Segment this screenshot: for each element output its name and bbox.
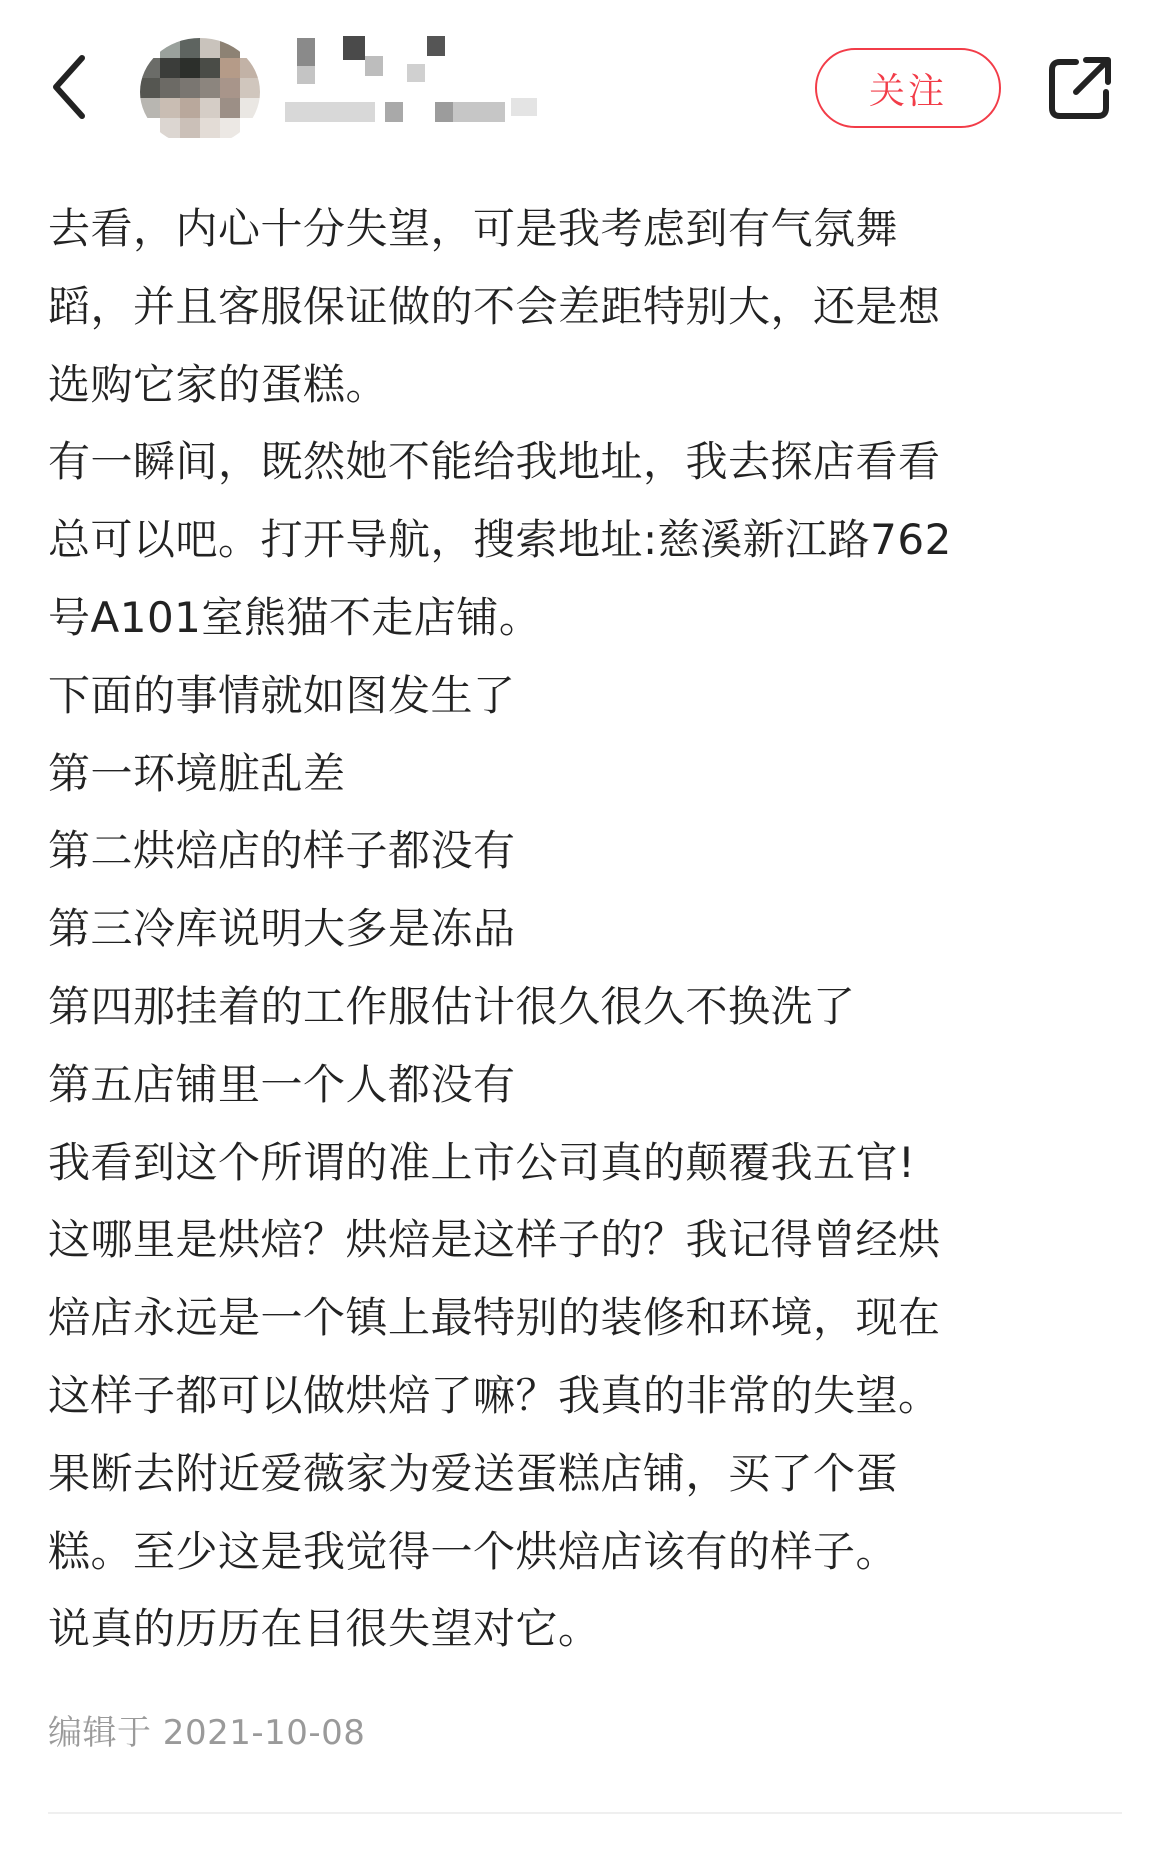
post-paragraph: 这哪里是烘焙？烘焙是这样子的？我记得曾经烘 焙店永远是一个镇上最特别的装修和环境，现在 这样子都可以做烘焙了嘛？我真的非常的失望。 — [48, 1215, 941, 1420]
author-avatar[interactable] — [140, 38, 260, 146]
edit-timestamp: 编辑于 2021-10-08 — [48, 1713, 366, 1753]
post-paragraph: 第四那挂着的工作服估计很久很久不换洗了 — [48, 981, 856, 1031]
post-paragraph: 下面的事情就如图发生了 — [48, 670, 516, 720]
back-button[interactable] — [48, 52, 96, 122]
post-paragraph: 第二烘焙店的样子都没有 — [48, 826, 516, 876]
post-paragraph: 第一环境脏乱差 — [48, 748, 346, 798]
post-paragraph: 第五店铺里一个人都没有 — [48, 1059, 516, 1109]
post-paragraph: 说真的历历在目很失望对它。 — [48, 1604, 601, 1654]
post-paragraph: 去看，内心十分失望，可是我考虑到有气氛舞 蹈，并且客服保证做的不会差距特别大，还是想 选购它家的蛋糕。 — [48, 204, 941, 409]
share-external-icon — [1046, 54, 1114, 122]
author-info-blurred[interactable] — [285, 34, 645, 144]
share-button[interactable] — [1046, 54, 1114, 122]
follow-button-label: 关注 — [868, 70, 947, 112]
post-header — [0, 0, 1170, 175]
post-body — [48, 190, 1122, 1668]
post-paragraph: 第三冷库说明大多是冻品 — [48, 904, 516, 954]
follow-button[interactable] — [815, 48, 1001, 128]
post-paragraph: 有一瞬间，既然她不能给我地址，我去探店看看 总可以吧。打开导航，搜索地址:慈溪新江路762 号A101室熊猫不走店铺。 — [48, 437, 952, 642]
chevron-left-icon — [48, 52, 96, 122]
post-paragraph: 果断去附近爱薇家为爱送蛋糕店铺，买了个蛋 糕。至少这是我觉得一个烘焙店该有的样子。 — [48, 1448, 899, 1576]
post-paragraph: 我看到这个所谓的准上市公司真的颠覆我五官! — [48, 1137, 916, 1187]
divider — [48, 1812, 1122, 1814]
